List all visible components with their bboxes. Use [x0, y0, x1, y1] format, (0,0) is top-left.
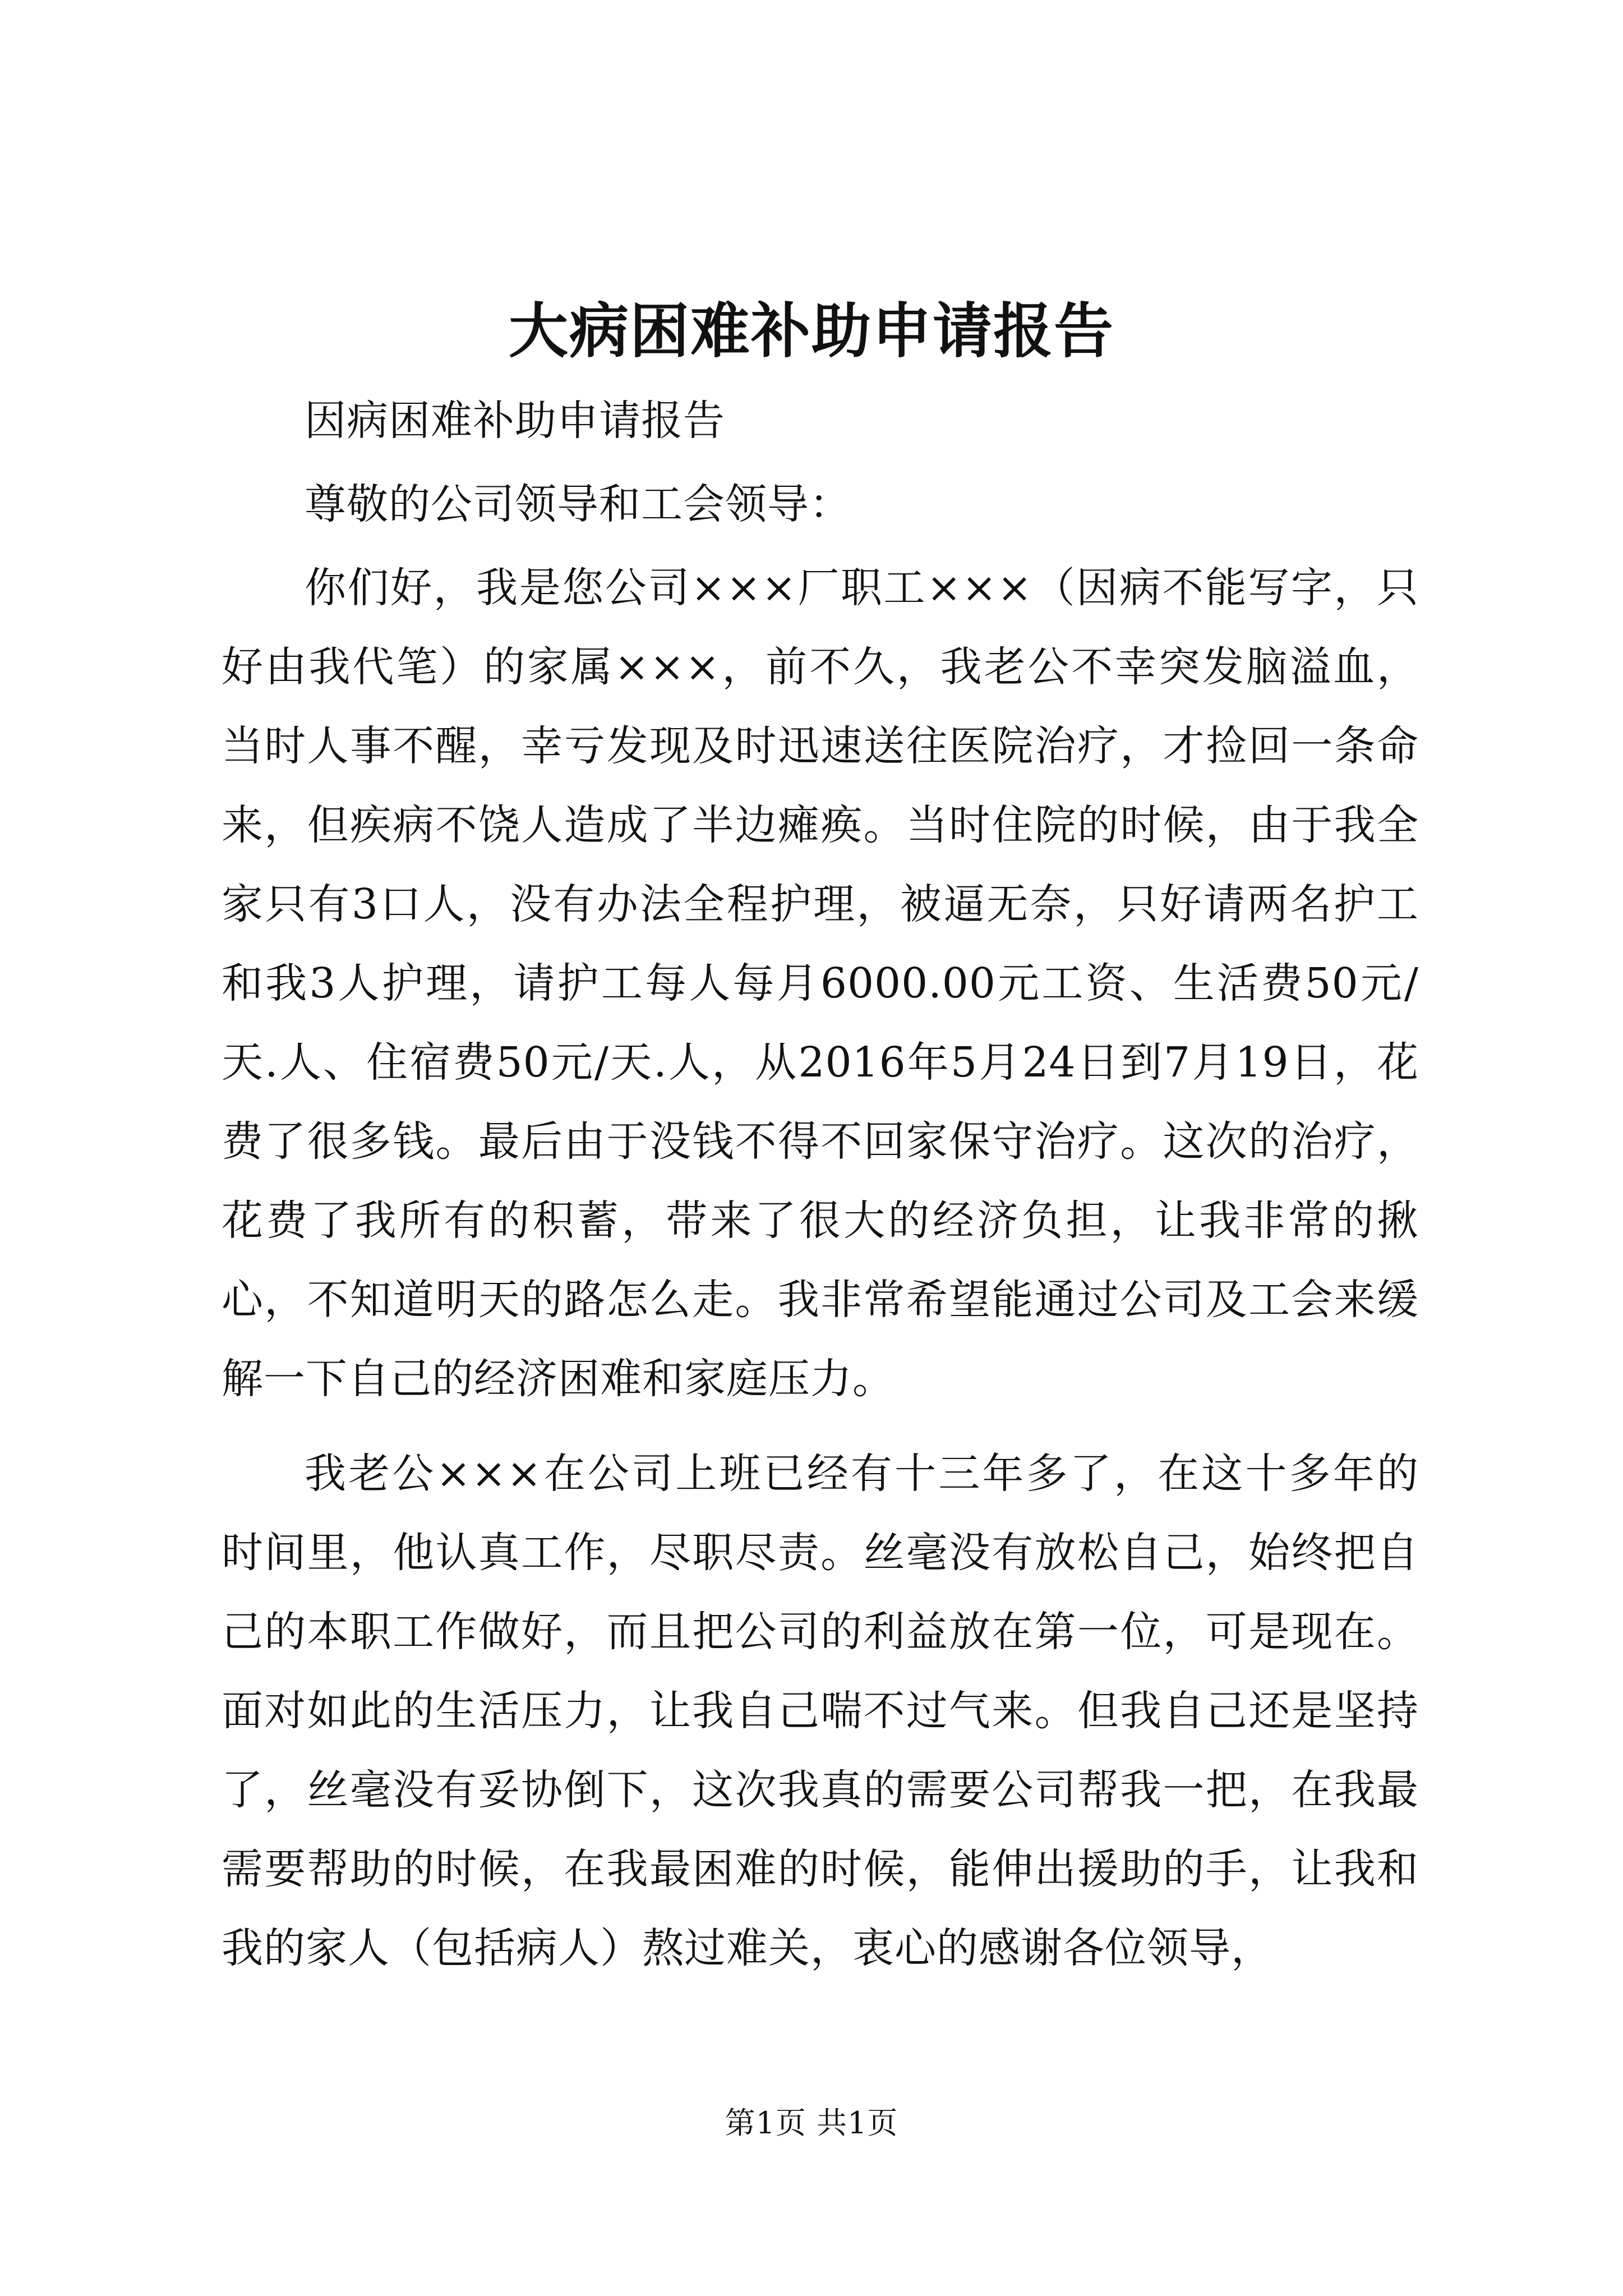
body-paragraph-2: 我老公×××在公司上班已经有十三年多了，在这十多年的时间里，他认真工作，尽职尽责。丝毫没有放松自己，始终把自己的本职工作做好，而且把公司的利益放在第一位，可是现在。面对如此的生活压力，让我自己喘不过气来。但我自己还是坚持了，丝毫没有妥协倒下，这次我真的需要公司帮我一把，在我最需要帮助的时候，在我最困难的时候，能伸出援助的手，让我和我的家人（包括病人）熬过难关，衷心的感谢各位领导， [222, 1450, 1419, 1972]
document-body [222, 381, 1419, 1988]
body-paragraph-1: 你们好，我是您公司×××厂职工×××（因病不能写字，只好由我代笔）的家属×××，前不久，我老公不幸突发脑溢血，当时人事不醒，幸亏发现及时迅速送往医院治疗，才捡回一条命来，但疾病不饶人造成了半边瘫痪。当时住院的时候，由于我全家只有3口人，没有办法全程护理，被逼无奈，只好请两名护工和我3人护理，请护工每人每月6000.00元工资、生活费50元/天.人、住宿费50元/天.人，从2016年5月24日到7月19日，花费了很多钱。最后由于没钱不得不回家保守治疗。这次的治疗，花费了我所有的积蓄，带来了很大的经济负担，让我非常的揪心，不知道明天的路怎么走。我非常希望能通过公司及工会来缓解一下自己的经济困难和家庭压力。 [222, 564, 1419, 1403]
page-footer: 第1页 共1页 [725, 2105, 898, 2141]
document-title: 大病困难补助申请报告 [509, 296, 1114, 366]
salutation-paragraph: 尊敬的公司领导和工会领导： [305, 480, 851, 528]
subheading-paragraph: 因病困难补助申请报告 [305, 397, 725, 445]
